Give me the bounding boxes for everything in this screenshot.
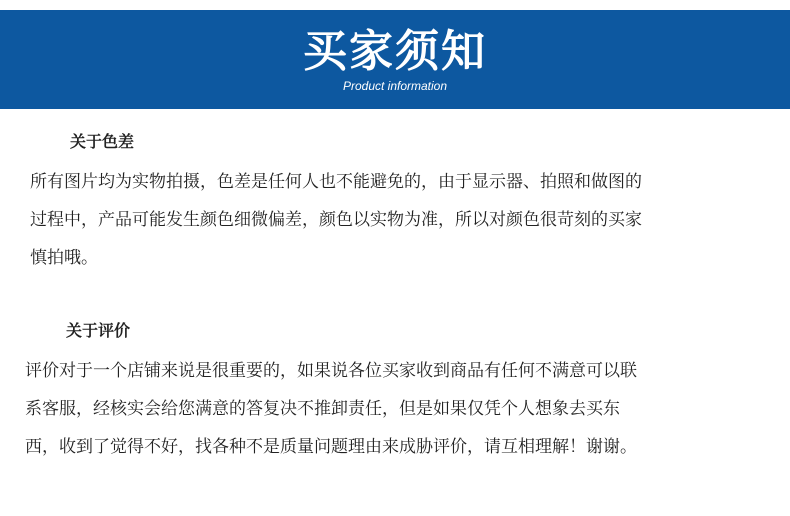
section-body-reviews xyxy=(25,352,637,466)
paragraph-line: 西，收到了觉得不好，找各种不是质量问题理由来成胁评价，请互相理解！谢谢。 xyxy=(25,437,637,457)
section-heading-color-difference: 关于色差 xyxy=(70,132,135,151)
banner-subtitle: Product information xyxy=(342,79,448,93)
paragraph-line: 系客服，经核实会给您满意的答复决不推卸责任，但是如果仅凭个人想象去买东 xyxy=(25,399,620,419)
paragraph-line: 所有图片均为实物拍摄，色差是任何人也不能避免的，由于显示器、拍照和做图的 xyxy=(30,172,642,192)
paragraph-line: 过程中，产品可能发生颜色细微偏差，颜色以实物为准，所以对颜色很苛刻的买家 xyxy=(30,210,642,230)
paragraph-line: 慎拍哦。 xyxy=(30,248,98,268)
banner-title: 买家须知 xyxy=(303,26,487,77)
section-body-color-difference xyxy=(30,163,642,277)
paragraph-line: 评价对于一个店铺来说是很重要的，如果说各位买家收到商品有任何不满意可以联 xyxy=(25,361,637,381)
header-banner xyxy=(0,10,790,109)
section-heading-reviews: 关于评价 xyxy=(66,321,131,340)
